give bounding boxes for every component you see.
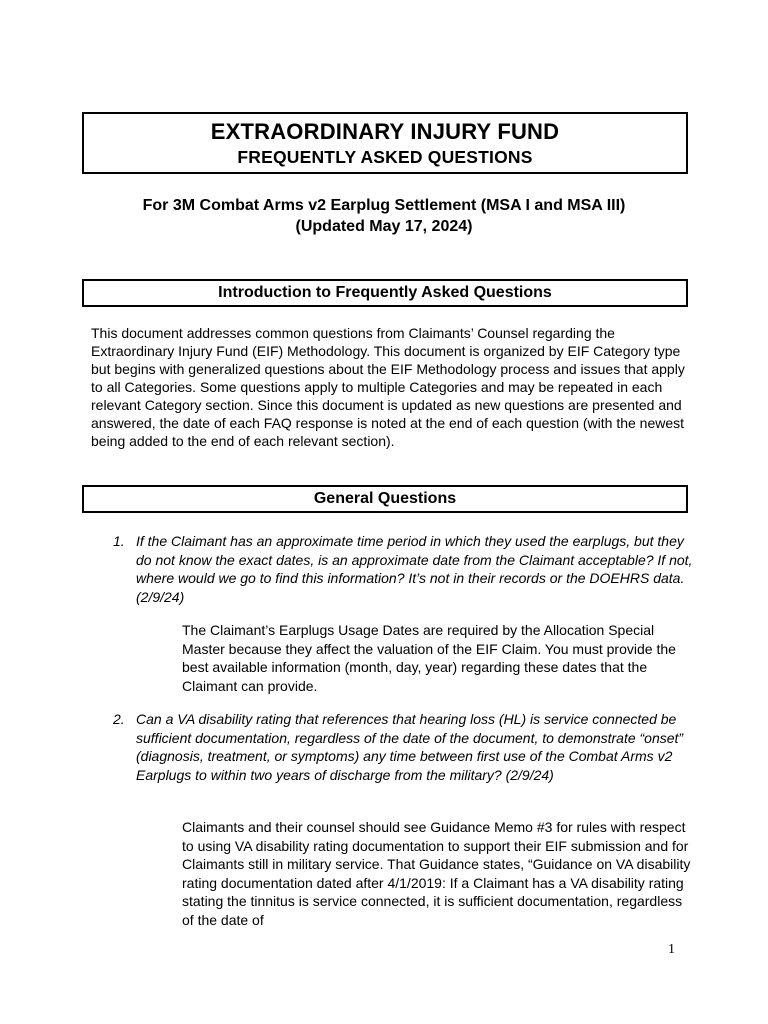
intro-paragraph: This document addresses common questions from Claimants’ Counsel regarding the Extraordinary Injury Fund (EIF) Methodology. This document is organized by EIF Category type but begins with generalized questions about the EIF Methodology process and issues that apply to all Categories. Some questions apply to multiple Categories and may be repeated in each relevant Category section. Since this document is updated as new questions are presented and answered, the date of each FAQ response is noted at the end of each question (with the newest being added to the end of each relevant section). <box>91 325 685 449</box>
document-title: EXTRAORDINARY INJURY FUND <box>210 119 560 144</box>
document-subtitle-faq: FREQUENTLY ASKED QUESTIONS <box>237 147 533 167</box>
faq-question-2 <box>113 710 693 784</box>
general-questions-heading: General Questions <box>82 485 688 513</box>
updated-date: (Updated May 17, 2024) <box>295 218 473 235</box>
question-number: 1. <box>113 533 125 549</box>
question-text: Can a VA disability rating that references that hearing loss (HL) is service connected be sufficient documentation, regardless of the date of the document, to demonstrate “onset” (diagnosis, treatment, or symptoms) any time between first use of the Combat Arms v2 Earplugs to within two years of discharge from the military? (2/9/24) <box>136 711 684 783</box>
title-box <box>82 112 688 174</box>
intro-heading: Introduction to Frequently Asked Questions <box>82 279 688 307</box>
settlement-title: For 3M Combat Arms v2 Earplug Settlement (MSA I and MSA III) <box>142 197 626 214</box>
faq-answer-2: Claimants and their counsel should see Guidance Memo #3 for rules with respect to using VA disability rating documentation to support their EIF submission and for Claimants still in military service. That Guidance states, “Guidance on VA disability rating documentation dated after 4/1/2019: If a Claimant has a VA disability rating stating the tinnitus is service connected, it is sufficient documentation, regardless of the date of <box>182 819 691 928</box>
question-text: If the Claimant has an approximate time period in which they used the earplugs, but they do not know the exact dates, is an approximate date from the Claimant acceptable? If not, where would we go to find this information? It’s not in their records or the DOEHRS data. (2/9/24) <box>136 533 693 605</box>
page-number: 1 <box>668 942 675 957</box>
faq-answer-1: The Claimant’s Earplugs Usage Dates are required by the Allocation Special Master because they affect the valuation of the EIF Claim. You must provide the best available information (month, day, year) regarding these dates that the Claimant can provide. <box>182 622 676 694</box>
question-number: 2. <box>113 711 125 727</box>
faq-question-1 <box>113 532 693 606</box>
